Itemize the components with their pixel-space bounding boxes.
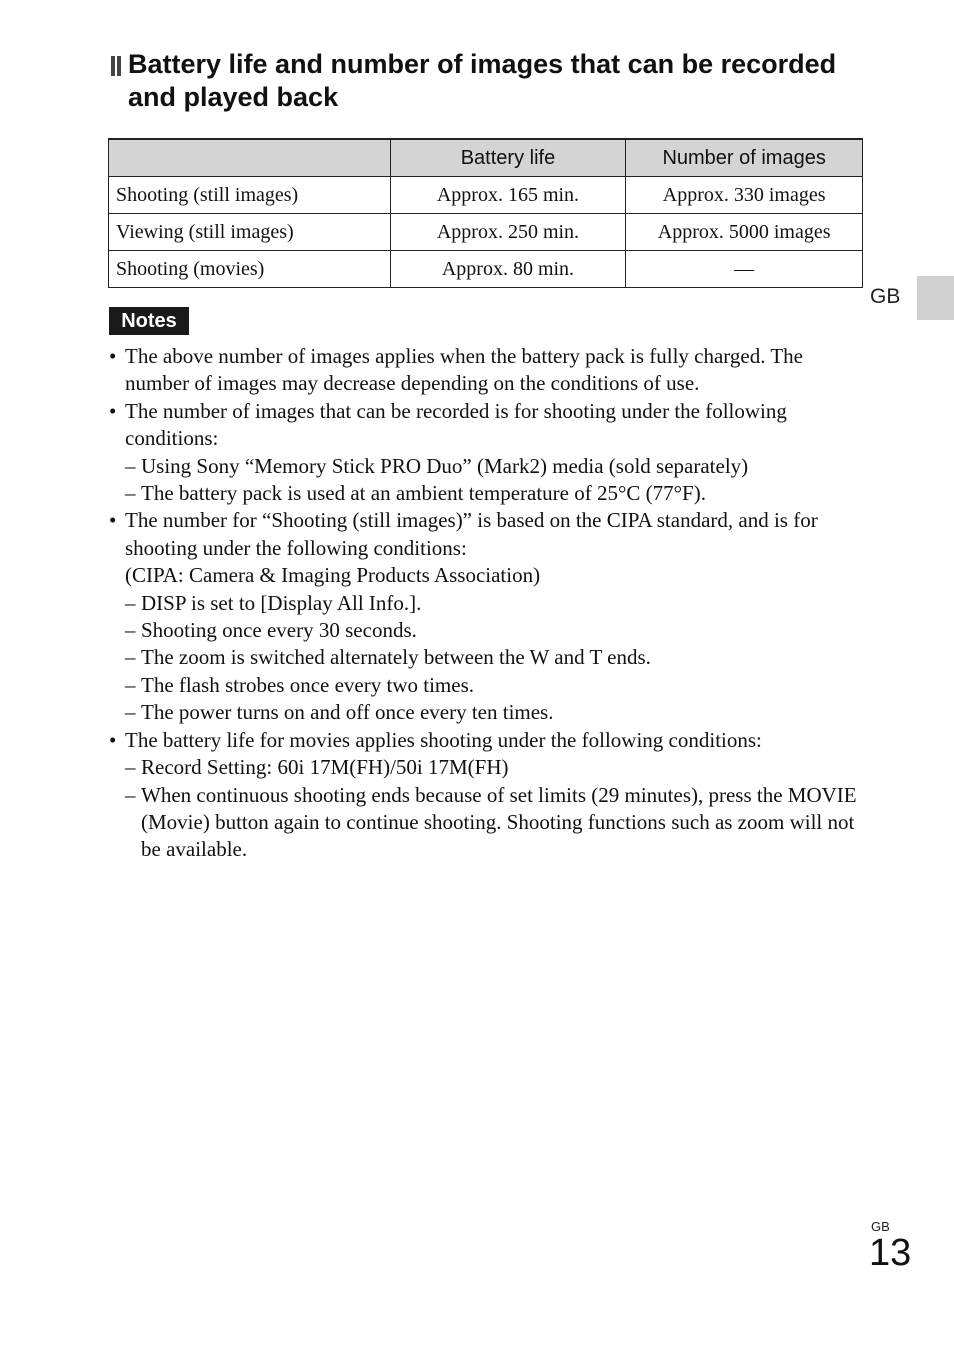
note-text: The number for “Shooting (still images)” is based on the CIPA standard, and is for shooting under the following conditions: [125,508,818,560]
heading-marker-icon [111,56,121,76]
table-cell: Viewing (still images) [109,214,391,251]
table-header-cell [109,139,391,177]
table-header-cell: Number of images [626,139,863,177]
sub-item-text: The zoom is switched alternately between the W and T ends. [141,645,651,670]
table-header-row [109,139,863,177]
note-text: The battery life for movies applies shooting under the following conditions: [125,727,762,752]
table-cell: — [626,251,863,288]
heading-text: Battery life and number of images that can be recorded and played back [128,49,837,112]
sub-item [106,617,866,644]
sub-item [106,782,866,864]
bullet-icon: • [109,344,117,368]
note-text: The number of images that can be recorded is for shooting under the following conditions: [125,398,787,451]
side-index-tab [917,276,954,320]
sub-item-text: DISP is set to [Display All Info.]. [141,590,422,615]
list-item [106,727,866,754]
table-cell: Approx. 250 min. [390,214,626,251]
dash-icon: – [125,590,136,615]
dash-icon: – [125,755,136,780]
table-cell: Shooting (movies) [109,251,391,288]
dash-icon: – [125,700,136,725]
sub-item-text: The battery pack is used at an ambient temperature of 25°C (77°F). [141,481,706,506]
table-cell: Approx. 330 images [626,177,863,214]
side-language-code: GB [870,285,901,308]
bullet-icon: • [109,398,117,423]
bullet-icon: • [109,727,117,752]
dash-icon: – [125,453,136,478]
sub-item-text: When continuous shooting ends because of set limits (29 minutes), press the MOVIE (Movie) button again to continue shooting. Shooting functions such as zoom will not be available. [141,782,857,862]
sub-item [106,453,866,480]
list-item [106,398,866,453]
dash-icon: – [125,645,136,670]
dash-icon: – [125,672,136,697]
table-cell: Approx. 80 min. [390,251,626,288]
dash-icon: – [125,481,136,506]
list-item [106,507,866,562]
sub-item [106,672,866,699]
table-cell: Approx. 165 min. [390,177,626,214]
page-number: 13 [869,1232,912,1274]
sub-item [106,754,866,781]
note-extra: (CIPA: Camera & Imaging Products Association) [125,563,541,588]
sub-item-text: Record Setting: 60i 17M(FH)/50i 17M(FH) [141,755,509,780]
table-row [109,177,863,214]
table-row [109,214,863,251]
table-row [109,251,863,288]
notes-badge: Notes [109,307,189,335]
dash-icon: – [125,782,136,807]
sub-item [106,644,866,671]
sub-item-text: The flash strobes once every two times. [141,672,474,697]
table-cell: Shooting (still images) [109,177,391,214]
notes-list [106,343,866,864]
list-item [106,343,866,398]
dash-icon: – [125,618,136,643]
sub-item [106,590,866,617]
sub-item-text: The power turns on and off once every ten times. [141,700,554,725]
note-text: The above number of images applies when the battery pack is fully charged. The number of images may decrease depending on the conditions of use. [125,344,803,396]
battery-life-table [108,138,863,288]
table-cell: Approx. 5000 images [626,214,863,251]
page-language-code: GB [871,1219,890,1234]
sub-item-text: Shooting once every 30 seconds. [141,618,417,643]
sub-item [106,480,866,507]
sub-item [106,699,866,726]
bullet-icon: • [109,508,117,533]
sub-item-text: Using Sony “Memory Stick PRO Duo” (Mark2) media (sold separately) [141,453,749,478]
table-header-cell: Battery life [390,139,626,177]
section-heading [108,48,868,114]
